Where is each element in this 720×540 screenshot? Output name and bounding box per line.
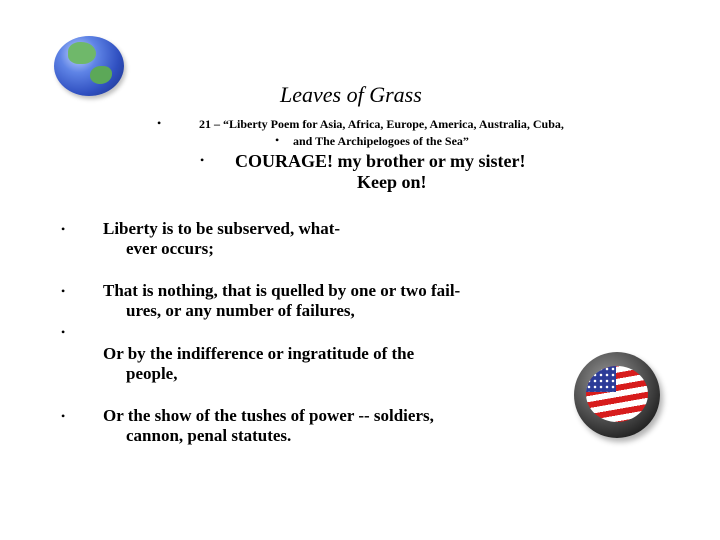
flag-canton — [586, 366, 616, 392]
subtitle-line-1: 21 – “Liberty Poem for Asia, Africa, Europe, America, Australia, Cuba, — [199, 117, 564, 131]
courage-bullet: • — [200, 153, 205, 167]
list-item-3 — [103, 344, 414, 384]
american-flag-button-icon[interactable] — [574, 352, 660, 438]
list-item-line: ures, or any number of failures, — [126, 301, 355, 320]
globe-icon — [54, 36, 124, 96]
list-item-line: Or by the indifference or ingratitude of the — [103, 344, 415, 363]
globe-land — [68, 42, 96, 64]
flag-stripes — [586, 366, 648, 422]
list-item-line: ever occurs; — [126, 239, 214, 258]
list-bullet: • — [61, 409, 66, 423]
subtitle-bullet: • — [157, 116, 162, 130]
list-bullet: • — [61, 222, 66, 236]
list-item-line: That is nothing, that is quelled by one or two fail- — [103, 281, 461, 300]
list-item-line: people, — [126, 364, 178, 383]
page-title: Leaves of Grass — [280, 82, 422, 107]
subtitle-line-2: and The Archipelogoes of the Sea” — [293, 134, 469, 148]
list-item-line: Or the show of the tushes of power -- soldiers, — [103, 406, 434, 425]
courage-line-1: COURAGE! my brother or my sister! — [235, 151, 526, 171]
list-item-4 — [103, 406, 434, 446]
subtitle-bullet-2: • — [275, 133, 280, 147]
list-item-1 — [103, 219, 340, 259]
globe-land — [90, 66, 112, 84]
list-bullet: • — [61, 284, 66, 298]
courage-line-2: Keep on! — [357, 172, 427, 192]
list-item-line: cannon, penal statutes. — [126, 426, 292, 445]
list-item-line: Liberty is to be subserved, what- — [103, 219, 341, 238]
list-bullet-empty: • — [61, 325, 66, 339]
list-item-2 — [103, 281, 460, 321]
